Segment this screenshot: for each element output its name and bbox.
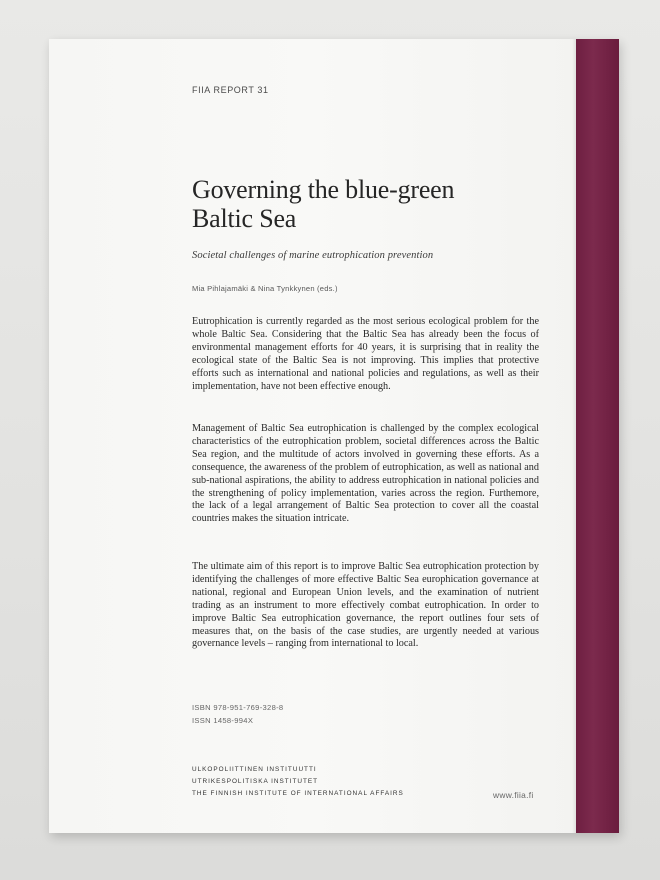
publisher-name-swedish: UTRIKESPOLITISKA INSTITUTET xyxy=(192,778,319,785)
isbn-number: ISBN 978-951-769-328-8 xyxy=(192,703,284,712)
blurb-paragraph-1: Eutrophication is currently regarded as the most serious ecological problem for the whole Baltic Sea. Considering that the Baltic Sea has already been the focus of environmental management efforts for 40 years, it is surprising that in reality the ecological state of the Baltic Sea is not improving. This implies that protective efforts such as international and national policies and regulations, as well as their implementation, have not been effective enough. xyxy=(192,316,539,392)
book-back-cover xyxy=(49,39,619,833)
blurb-paragraph-3: The ultimate aim of this report is to improve Baltic Sea eutrophication protection by identifying the challenges of more effective Baltic Sea europhication governance at national, regional and European Union levels, and the examination of nutrient trading as an instrument to more effectively combat eutrophication. In order to improve Baltic Sea eutrophication governance, the report outlines four sets of measures that, on the basis of the case studies, are urgently needed at various governance levels – ranging from international to local. xyxy=(192,561,539,650)
spine-band xyxy=(576,39,619,833)
publisher-name-finnish: ULKOPOLIITTINEN INSTITUUTTI xyxy=(192,766,317,773)
editors-line: Mia Pihlajamäki & Nina Tynkkynen (eds.) xyxy=(192,284,338,293)
publisher-name-english: THE FINNISH INSTITUTE OF INTERNATIONAL AFFAIRS xyxy=(192,790,404,797)
book-title xyxy=(192,175,552,233)
series-label: FIIA REPORT 31 xyxy=(192,85,269,95)
title-line-2: Baltic Sea xyxy=(192,204,297,233)
title-line-1: Governing the blue-green xyxy=(192,175,455,204)
blurb-paragraph-2: Management of Baltic Sea eutrophication is challenged by the complex ecological characteristics of the eutrophication problem, societal differences across the Baltic Sea region, and the multitude of actors involved in governing these efforts. As a consequence, the awareness of the problem of eutrophication, as well as national and sub-national aspirations, the ability to address eutrophication in national policies and the strengthening of policy implementation, varies across the region. Furthemore, the lack of a legal arrangement of Baltic Sea protection to cover all the coastal countries makes the situation intricate. xyxy=(192,423,539,525)
book-subtitle: Societal challenges of marine eutrophication prevention xyxy=(192,250,434,261)
issn-number: ISSN 1458-994X xyxy=(192,716,254,725)
publisher-website: www.fiia.fi xyxy=(493,790,534,800)
cover-paper xyxy=(49,39,576,833)
